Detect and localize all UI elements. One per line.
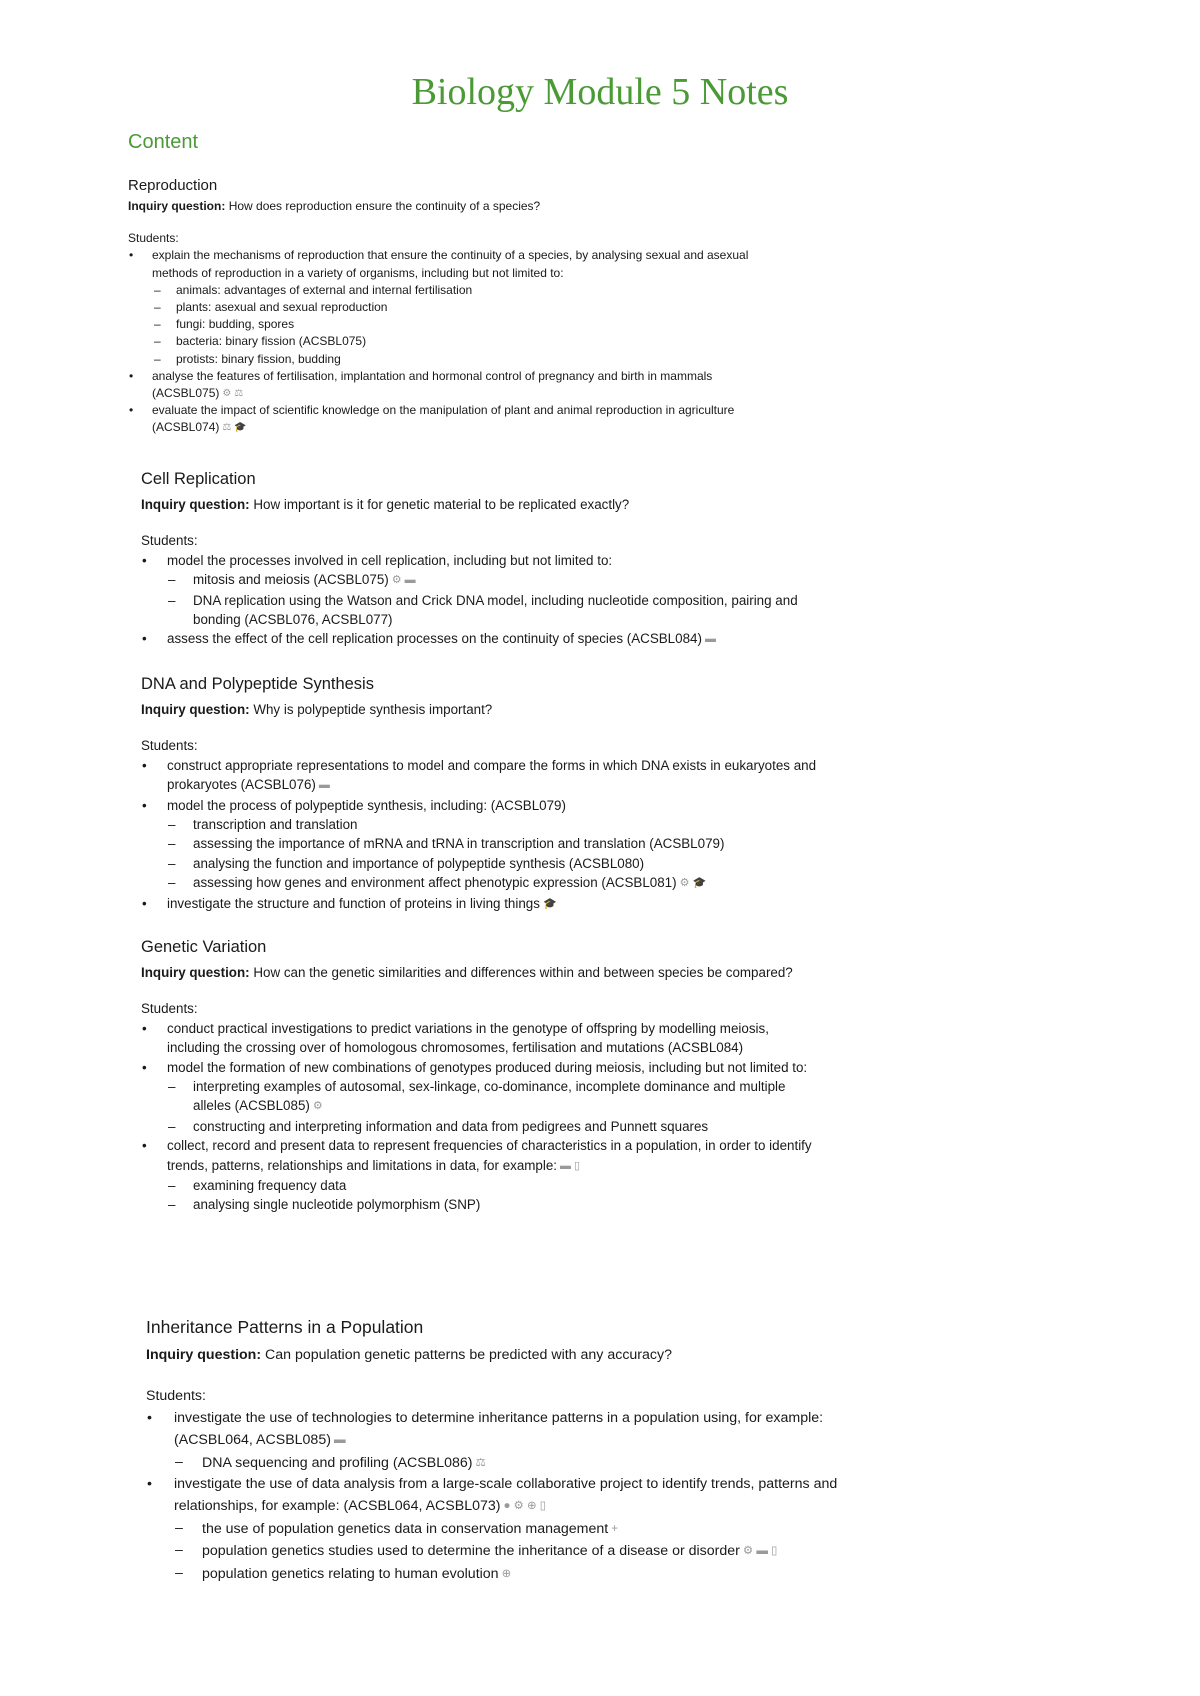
section-title: Cell Replication	[141, 470, 256, 488]
screen-icon: ▬	[560, 1159, 571, 1172]
sub-text: fungi: budding, spores	[176, 317, 295, 332]
section-genetic-variation	[141, 936, 821, 1215]
gear-icon: ⚙	[679, 877, 690, 890]
outcome-item	[141, 1136, 821, 1215]
bullet-marker: •	[142, 797, 147, 813]
sub-item	[152, 282, 768, 299]
dash-marker: –	[154, 282, 161, 297]
sub-text: assessing the importance of mRNA and tRNA in transcription and translation (ACSBL079)	[193, 836, 725, 852]
graduation-cap-icon: 🎓	[692, 877, 707, 890]
dash-marker: –	[154, 300, 161, 315]
sub-text: DNA replication using the Watson and Crick DNA model, including nucleotide composition, pairing and bonding (ACSBL076, ACSBL077)	[193, 592, 798, 628]
gear-icon: ⚙	[742, 1544, 754, 1558]
inquiry-question	[141, 700, 821, 719]
inquiry-text: Why is polypeptide synthesis important?	[253, 702, 493, 717]
dash-marker: –	[168, 1118, 176, 1134]
inquiry-label: Inquiry question:	[128, 199, 226, 213]
outcome-text: assess the effect of the cell replication processes on the continuity of species (ACSBL084)	[167, 631, 702, 647]
sub-item	[174, 1540, 866, 1562]
sub-item	[174, 1518, 866, 1540]
students-label: Students:	[141, 738, 198, 754]
sub-text: analysing single nucleotide polymorphism (SNP)	[193, 1197, 481, 1213]
dash-marker: –	[168, 836, 176, 852]
scales-icon: ⚖	[234, 388, 243, 400]
sub-text: mitosis and meiosis (ACSBL075)	[193, 572, 389, 588]
sub-text: DNA sequencing and profiling (ACSBL086)	[202, 1454, 473, 1471]
gear-icon: ⚙	[222, 388, 232, 400]
dash-marker: –	[154, 317, 161, 332]
bullet-marker: •	[142, 895, 147, 911]
sub-item	[152, 333, 768, 350]
dash-marker: –	[168, 1197, 176, 1213]
outcome-text: investigate the use of data analysis from a large-scale collaborative project to identify trends, patterns and relationships, for example: (ACSBL064, ACSBL073)	[174, 1476, 838, 1515]
outcome-text: investigate the structure and function of proteins in living things	[167, 895, 540, 911]
sub-item	[174, 1563, 866, 1585]
sub-text: population genetics relating to human evolution	[202, 1565, 499, 1582]
inquiry-label: Inquiry question:	[141, 965, 250, 980]
gear-icon: ⚙	[513, 1499, 524, 1513]
bullet-marker: •	[142, 1020, 147, 1036]
inquiry-text: How important is it for genetic material to be replicated exactly?	[253, 497, 630, 512]
inquiry-question	[128, 198, 768, 215]
document-icon: ▯	[574, 1159, 581, 1172]
inquiry-question	[141, 495, 821, 514]
bullet-marker: •	[142, 1059, 147, 1075]
gear-icon: ⚙	[391, 574, 402, 587]
screen-icon: ▬	[404, 574, 416, 587]
section-reproduction	[128, 176, 768, 437]
sub-text: assessing how genes and environment affect phenotypic expression (ACSBL081)	[193, 875, 677, 891]
outcome-list	[141, 756, 821, 914]
sub-item	[174, 1452, 866, 1474]
document-title: Biology Module 5 Notes	[411, 71, 789, 113]
students-label: Students:	[141, 1001, 198, 1017]
outcome-item	[146, 1474, 866, 1585]
outcome-text: investigate the use of technologies to determine inheritance patterns in a population using, for example: (ACSBL064, ACSBL085)	[174, 1409, 824, 1449]
dash-marker: –	[168, 855, 176, 871]
section-title: DNA and Polypeptide Synthesis	[141, 675, 374, 693]
students-label: Students:	[146, 1388, 206, 1405]
document-icon: ▯	[539, 1499, 547, 1513]
sub-text: transcription and translation	[193, 817, 358, 833]
outcome-list	[141, 1019, 821, 1215]
screen-icon: ▬	[333, 1433, 346, 1447]
outcome-item	[128, 368, 768, 402]
inquiry-label: Inquiry question:	[141, 497, 250, 512]
bullet-marker: •	[142, 631, 147, 647]
sub-item	[167, 854, 821, 873]
sub-list	[167, 1176, 821, 1215]
outcome-text: model the process of polypeptide synthesis, including: (ACSBL079)	[167, 797, 566, 813]
bullet-marker: •	[129, 403, 134, 418]
inquiry-question	[146, 1345, 866, 1366]
sub-item	[167, 1117, 821, 1136]
sub-text: interpreting examples of autosomal, sex-linkage, co-dominance, incomplete dominance and multiple alleles (ACSBL085)	[193, 1079, 786, 1114]
inquiry-label: Inquiry question:	[146, 1347, 262, 1363]
graduation-cap-icon: 🎓	[542, 897, 557, 910]
section-title: Genetic Variation	[141, 938, 267, 956]
scales-icon: ⚖	[475, 1455, 486, 1469]
dash-marker: –	[168, 1079, 176, 1095]
sub-text: the use of population genetics data in conservation management	[202, 1520, 609, 1537]
outcome-text: model the processes involved in cell replication, including but not limited to:	[167, 552, 613, 568]
dash-marker: –	[154, 351, 161, 366]
dash-marker: –	[168, 1178, 176, 1194]
scales-icon: ⚖	[222, 422, 232, 434]
sub-text: constructing and interpreting information and data from pedigrees and Punnett squares	[193, 1118, 709, 1134]
students-label: Students:	[141, 533, 198, 549]
outcome-text: explain the mechanisms of reproduction that ensure the continuity of a species, by analysing sexual and asexual methods of reproduction in a variety of organisms, including but not limited to:	[152, 248, 749, 280]
sub-item	[152, 316, 768, 333]
outcome-item	[141, 629, 821, 649]
sub-list	[174, 1452, 866, 1474]
outcome-item	[141, 756, 821, 796]
bullet-marker: •	[142, 1138, 147, 1154]
sub-list	[167, 1077, 821, 1136]
screen-icon: ▬	[704, 633, 716, 646]
screen-icon: ▬	[756, 1544, 768, 1558]
outcome-text: model the formation of new combinations of genotypes produced during meiosis, including but not limited to:	[167, 1059, 808, 1075]
bullet-marker: •	[142, 552, 147, 568]
document-icon: ▯	[770, 1544, 778, 1558]
outcome-item	[141, 1058, 821, 1137]
bullet-marker: •	[129, 248, 134, 263]
outcome-item	[146, 1408, 866, 1474]
outcome-text: evaluate the impact of scientific knowledge on the manipulation of plant and animal reproduction in agriculture (ACSBL074)	[152, 403, 735, 435]
bullet-marker: •	[147, 1409, 152, 1426]
sub-text: examining frequency data	[193, 1178, 347, 1194]
dash-marker: –	[168, 592, 176, 608]
dash-marker: –	[175, 1453, 183, 1470]
globe-icon: ⊕	[501, 1566, 512, 1580]
sub-item	[167, 834, 821, 853]
circle-icon: ●	[503, 1499, 511, 1513]
section-cell-replication	[141, 468, 821, 650]
sub-item	[167, 1077, 821, 1117]
section-dna-polypeptide	[141, 673, 821, 914]
outcome-list	[146, 1408, 866, 1585]
outcome-item	[141, 796, 821, 894]
outcome-text: conduct practical investigations to predict variations in the genotype of offspring by modelling meiosis, including the crossing over of homologous chromosomes, fertilisation and mutations (ACSBL084)	[167, 1020, 769, 1056]
sub-text: population genetics studies used to determine the inheritance of a disease or disorder	[202, 1543, 740, 1560]
outcome-item	[141, 551, 821, 630]
sub-text: plants: asexual and sexual reproduction	[176, 300, 388, 315]
plus-icon: +	[611, 1521, 618, 1535]
inquiry-text: How can the genetic similarities and differences within and between species be compared?	[253, 965, 793, 980]
outcome-text: collect, record and present data to represent frequencies of characteristics in a population, in order to identify trends, patterns, relationships and limitations in data, for example:	[167, 1138, 812, 1173]
bullet-marker: •	[129, 368, 134, 383]
sub-text: animals: advantages of external and internal fertilisation	[176, 282, 473, 297]
section-title: Reproduction	[128, 177, 218, 194]
section-inheritance-patterns	[146, 1316, 866, 1585]
globe-icon: ⊕	[526, 1499, 537, 1513]
dash-marker: –	[175, 1542, 183, 1559]
gear-icon: ⚙	[312, 1100, 323, 1113]
bullet-marker: •	[142, 757, 147, 773]
inquiry-text: Can population genetic patterns be predicted with any accuracy?	[265, 1347, 672, 1363]
dash-marker: –	[175, 1564, 183, 1581]
outcome-item	[128, 402, 768, 436]
sub-item	[167, 873, 821, 893]
sub-list	[167, 815, 821, 894]
sub-text: protists: binary fission, budding	[176, 351, 341, 366]
dash-marker: –	[175, 1519, 183, 1536]
sub-text: analysing the function and importance of polypeptide synthesis (ACSBL080)	[193, 855, 645, 871]
students-label: Students:	[128, 231, 179, 246]
sub-item	[167, 815, 821, 834]
sub-item	[152, 351, 768, 368]
screen-icon: ▬	[318, 779, 330, 792]
outcome-item	[141, 1019, 821, 1058]
sub-list	[174, 1518, 866, 1585]
outcome-text: construct appropriate representations to model and compare the forms in which DNA exists in eukaryotes and prokaryotes (ACSBL076)	[167, 757, 817, 793]
sub-item	[167, 570, 821, 590]
outcome-item	[128, 247, 768, 367]
bullet-marker: •	[147, 1476, 152, 1493]
dash-marker: –	[168, 572, 176, 588]
sub-list	[167, 570, 821, 629]
sub-item	[167, 1176, 821, 1195]
sub-item	[152, 299, 768, 316]
outcome-item	[141, 894, 821, 914]
graduation-cap-icon: 🎓	[234, 422, 247, 434]
sub-item	[167, 591, 821, 630]
outcome-text: analyse the features of fertilisation, implantation and hormonal control of pregnancy and birth in mammals (ACSBL075)	[152, 368, 713, 401]
sub-text: bacteria: binary fission (ACSBL075)	[176, 334, 367, 349]
section-title: Inheritance Patterns in a Population	[146, 1317, 424, 1337]
inquiry-text: How does reproduction ensure the continuity of a species?	[228, 199, 541, 213]
sub-item	[167, 1195, 821, 1214]
content-heading: Content	[128, 131, 199, 153]
dash-marker: –	[154, 334, 161, 349]
sub-list	[152, 282, 768, 368]
outcome-list	[128, 247, 768, 436]
inquiry-label: Inquiry question:	[141, 702, 250, 717]
inquiry-question	[141, 963, 821, 982]
dash-marker: –	[168, 817, 176, 833]
outcome-list	[141, 551, 821, 650]
dash-marker: –	[168, 875, 176, 891]
